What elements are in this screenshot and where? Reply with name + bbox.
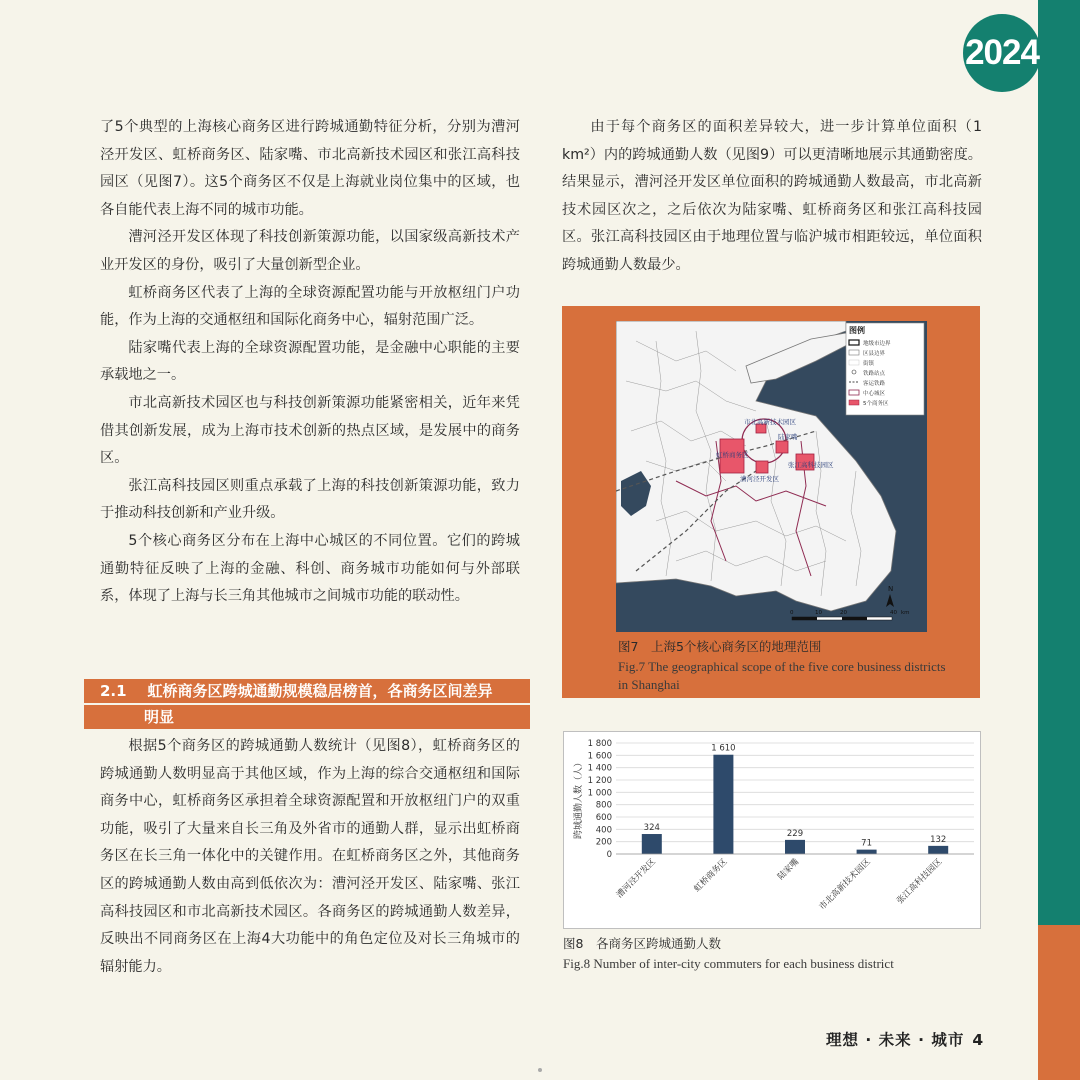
x-tick-label: 市北高新技术园区 <box>817 857 873 913</box>
paragraph: 根据5个商务区的跨城通勤人数统计（见图8），虹桥商务区的跨城通勤人数明显高于其他区域，作为上海的综合交通枢纽和国际商务中心，虹桥商务区承担着全球资源配置和开放枢纽门户的双重功能，吸引了大量来自长三角及外省市的通勤人群，显示出虹桥商务区在长三角一体化中的关键作用。在虹桥商务区之外，其他商务区的跨城通勤人数由高到低依次为：漕河泾开发区、陆家嘴、张江高科技园区和市北高新技术园区。各商务区的跨城通勤人数差异，反映出不同商务区在上海4大功能中的角色定位及对长三角城市的辐射能力。 <box>100 738 520 975</box>
data-label: 1 610 <box>711 743 736 754</box>
paragraph: 由于每个商务区的面积差异较大，进一步计算单位面积（1 km²）内的跨城通勤人数（见图9）可以更清晰地展示其通勤密度。结果显示，漕河泾开发区单位面积的跨城通勤人数最高，市北高新技术园区次之，之后依次为陆家嘴、虹桥商务区和张江高科技园区。张江高科技园区由于地理位置与临沪城市相距较远，单位面积跨城通勤人数最少。 <box>562 119 982 273</box>
figure-7-caption <box>618 637 958 694</box>
footer-title: 理想 · 未来 · 城市 <box>826 1031 965 1049</box>
y-tick-label: 800 <box>595 800 612 811</box>
paragraph: 陆家嘴代表上海的全球资源配置功能，是金融中心职能的主要承载地之一。 <box>100 339 520 384</box>
svg-text:km: km <box>901 610 910 616</box>
map-legend <box>846 323 924 415</box>
y-tick-label: 400 <box>595 825 612 836</box>
x-tick-label: 虹桥商务区 <box>692 857 730 895</box>
section-title: 虹桥商务区跨城通勤规模稳居榜首，各商务区间差异 <box>147 682 493 700</box>
section-body <box>100 733 520 981</box>
section-heading <box>84 679 530 729</box>
page-number: 4 <box>972 1031 985 1049</box>
paragraph: 5个核心商务区分布在上海中心城区的不同位置。它们的跨城通勤特征反映了上海的金融、科创、商务城市功能如何与外部联系，体现了上海与长三角其他城市之间城市功能的联动性。 <box>100 532 520 605</box>
legend-item: 中心城区 <box>863 391 886 397</box>
svg-text:N: N <box>888 585 894 593</box>
legend-item: 地级市边界 <box>863 341 891 347</box>
section-heading-line2 <box>84 705 530 729</box>
right-side-bar-orange <box>1038 925 1080 1080</box>
figure-7-map <box>562 306 980 698</box>
data-label: 71 <box>861 838 873 849</box>
section-number: 2.1 <box>100 682 127 700</box>
svg-text:40: 40 <box>890 610 897 616</box>
y-tick-label: 1 200 <box>587 776 612 786</box>
map-label-caohejing: 漕河泾开发区 <box>740 475 779 483</box>
bar <box>928 846 948 854</box>
y-tick-label: 1 600 <box>587 751 612 762</box>
legend-item: 街镇 <box>863 361 875 367</box>
y-tick-label: 0 <box>606 850 612 860</box>
right-side-bar-green <box>1038 0 1080 925</box>
legend-item: 铁路站点 <box>863 371 886 377</box>
shanghai-map <box>616 321 927 632</box>
left-text-column <box>100 114 520 611</box>
map-image <box>616 321 927 632</box>
x-tick-label: 张江高科技园区 <box>895 857 945 907</box>
y-axis-label: 跨城通勤人数（人） <box>574 757 584 840</box>
bar <box>713 755 733 854</box>
x-tick-label: 漕河泾开发区 <box>614 857 658 901</box>
y-tick-label: 1 400 <box>587 763 612 774</box>
figure-8-bar-chart <box>563 731 981 929</box>
legend-item: 客运铁路 <box>863 381 886 387</box>
caption-cn: 图8 各商务区跨城通勤人数 <box>563 936 721 951</box>
x-tick-label: 陆家嘴 <box>776 857 802 883</box>
y-tick-label: 200 <box>595 837 612 848</box>
section-title-cont: 明显 <box>144 708 175 726</box>
page-footer <box>826 1028 984 1050</box>
caption-en: Fig.7 The geographical scope of the five core business districts in Shanghai <box>618 659 946 692</box>
paragraph: 张江高科技园区则重点承载了上海的科技创新策源功能，致力于推动科技创新和产业升级。 <box>100 477 520 522</box>
data-label: 229 <box>786 828 804 839</box>
map-label-shibei: 市北高新技术园区 <box>744 418 796 426</box>
caption-cn: 图7 上海5个核心商务区的地理范围 <box>618 639 822 654</box>
legend-title: 图例 <box>849 326 865 335</box>
y-tick-label: 600 <box>595 813 612 823</box>
right-text-column <box>562 114 982 280</box>
section-heading-line1 <box>84 679 530 703</box>
y-tick-label: 1 000 <box>587 788 612 799</box>
data-label: 132 <box>930 834 947 845</box>
paragraph: 漕河泾开发区体现了科技创新策源功能，以国家级高新技术产业开发区的身份，吸引了大量创新型企业。 <box>100 229 520 273</box>
bar <box>857 850 877 854</box>
legend-item: 区县边界 <box>863 351 886 357</box>
legend-item: 5个商务区 <box>863 401 889 407</box>
year-badge: 2024 <box>963 14 1041 92</box>
bar <box>785 840 805 854</box>
map-label-lujiazui: 陆家嘴 <box>778 433 798 441</box>
paragraph: 了5个典型的上海核心商务区进行跨城通勤特征分析，分别为漕河泾开发区、虹桥商务区、陆家嘴、市北高新技术园区和张江高科技园区（见图7）。这5个商务区不仅是上海就业岗位集中的区域，也各自能代表上海不同的城市功能。 <box>100 119 520 218</box>
map-label-zhangjiang: 张江高科技园区 <box>788 461 834 469</box>
bar <box>642 834 662 854</box>
page-indicator-dot <box>538 1068 542 1072</box>
map-label-hongqiao: 虹桥商务区 <box>716 451 749 459</box>
svg-text:20: 20 <box>840 610 847 616</box>
svg-text:0: 0 <box>790 610 794 616</box>
figure-8-caption <box>563 934 983 973</box>
paragraph: 市北高新技术园区也与科技创新策源功能紧密相关，近年来凭借其创新发展，成为上海市技术创新的热点区域，是发展中的商务区。 <box>100 394 520 467</box>
caption-en: Fig.8 Number of inter-city commuters for each business district <box>563 956 894 971</box>
y-tick-label: 1 800 <box>587 739 612 749</box>
paragraph: 虹桥商务区代表了上海的全球资源配置功能与开放枢纽门户功能，作为上海的交通枢纽和国际化商务中心，辐射范围广泛。 <box>100 284 520 329</box>
data-label: 324 <box>643 823 660 834</box>
bar-chart-svg <box>564 732 980 928</box>
svg-text:10: 10 <box>815 610 822 616</box>
